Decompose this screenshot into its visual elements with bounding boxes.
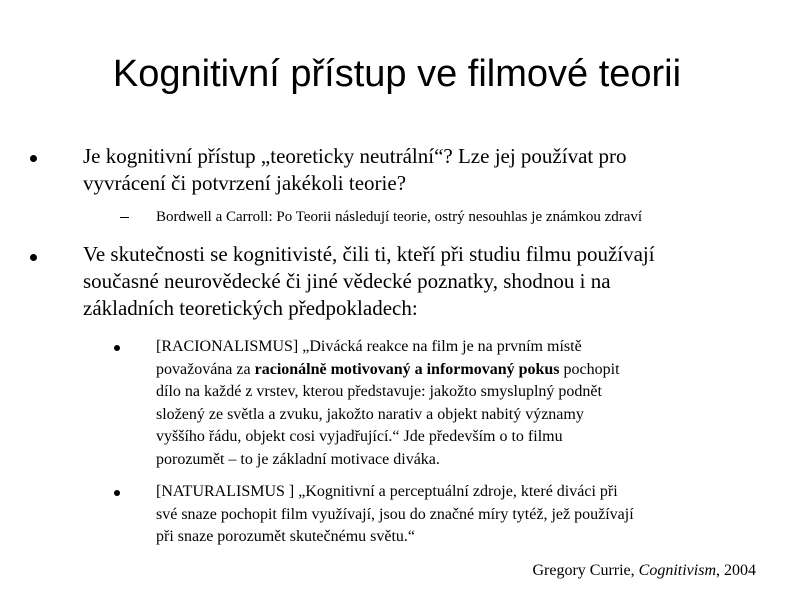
bullet-2-line: Ve skutečnosti se kognitivisté, čili ti, kteří při studiu filmu používají <box>83 242 655 266</box>
bullet-1-line: vyvrácení či potvrzení jakékoli teorie? <box>83 171 407 195</box>
quote-line: [RACIONALISMUS] „Divácká reakce na film je na prvním místě <box>156 338 582 355</box>
quote-emphasis: racionálně motivovaný a informovaný pokus <box>254 360 560 378</box>
bullet-1-text <box>83 143 773 197</box>
quote-line: dílo na každé z vrstev, kterou představuje: jakožto smysluplný podnět <box>156 383 602 401</box>
slide-title: Kognitivní přístup ve filmové teorii <box>112 53 682 95</box>
sub-bullet-text: Bordwell a Carroll: Po Teorii následují teorie, ostrý nesouhlas je známkou zdraví <box>156 209 643 225</box>
naturalismus-quote <box>156 481 776 549</box>
citation <box>532 560 756 583</box>
sub-bullet-dash <box>120 217 129 218</box>
bullet-2-text <box>83 241 773 322</box>
citation-year: , 2004 <box>716 562 756 579</box>
sub-bullet-dot <box>114 490 120 496</box>
bullet-dot <box>30 155 37 162</box>
quote-line: porozumět – to je základní motivace diváka. <box>156 450 440 468</box>
bullet-2-line: současné neurovědecké či jiné vědecké poznatky, shodnou i na <box>83 269 611 293</box>
bullet-dot <box>30 254 37 261</box>
quote-line: složený ze světla a zvuku, jakožto narativ a objekt nabitý významy <box>156 405 584 423</box>
citation-work: Cognitivism <box>638 562 716 579</box>
citation-author: Gregory Currie, <box>532 562 639 579</box>
sub-bullet-dot <box>114 345 120 351</box>
quote-text: považována za <box>156 360 255 378</box>
quote-line: své snaze pochopit film využívají, jsou do značné míry tytéž, jež používají <box>156 505 634 523</box>
quote-line <box>156 359 776 382</box>
quote-line: při snaze porozumět skutečnému světu.“ <box>156 528 416 546</box>
bullet-1-line: Je kognitivní přístup „teoreticky neutrální“? Lze jej používat pro <box>83 144 627 168</box>
racionalismus-quote <box>156 336 776 472</box>
quote-line: [NATURALISMUS ] „Kognitivní a perceptuální zdroje, které diváci při <box>156 483 618 500</box>
quote-text: pochopit <box>559 360 620 378</box>
bullet-2-line: základních teoretických předpokladech: <box>83 296 418 320</box>
quote-line: vyššího řádu, objekt cosi vyjadřující.“ Jde především o to filmu <box>156 428 563 446</box>
